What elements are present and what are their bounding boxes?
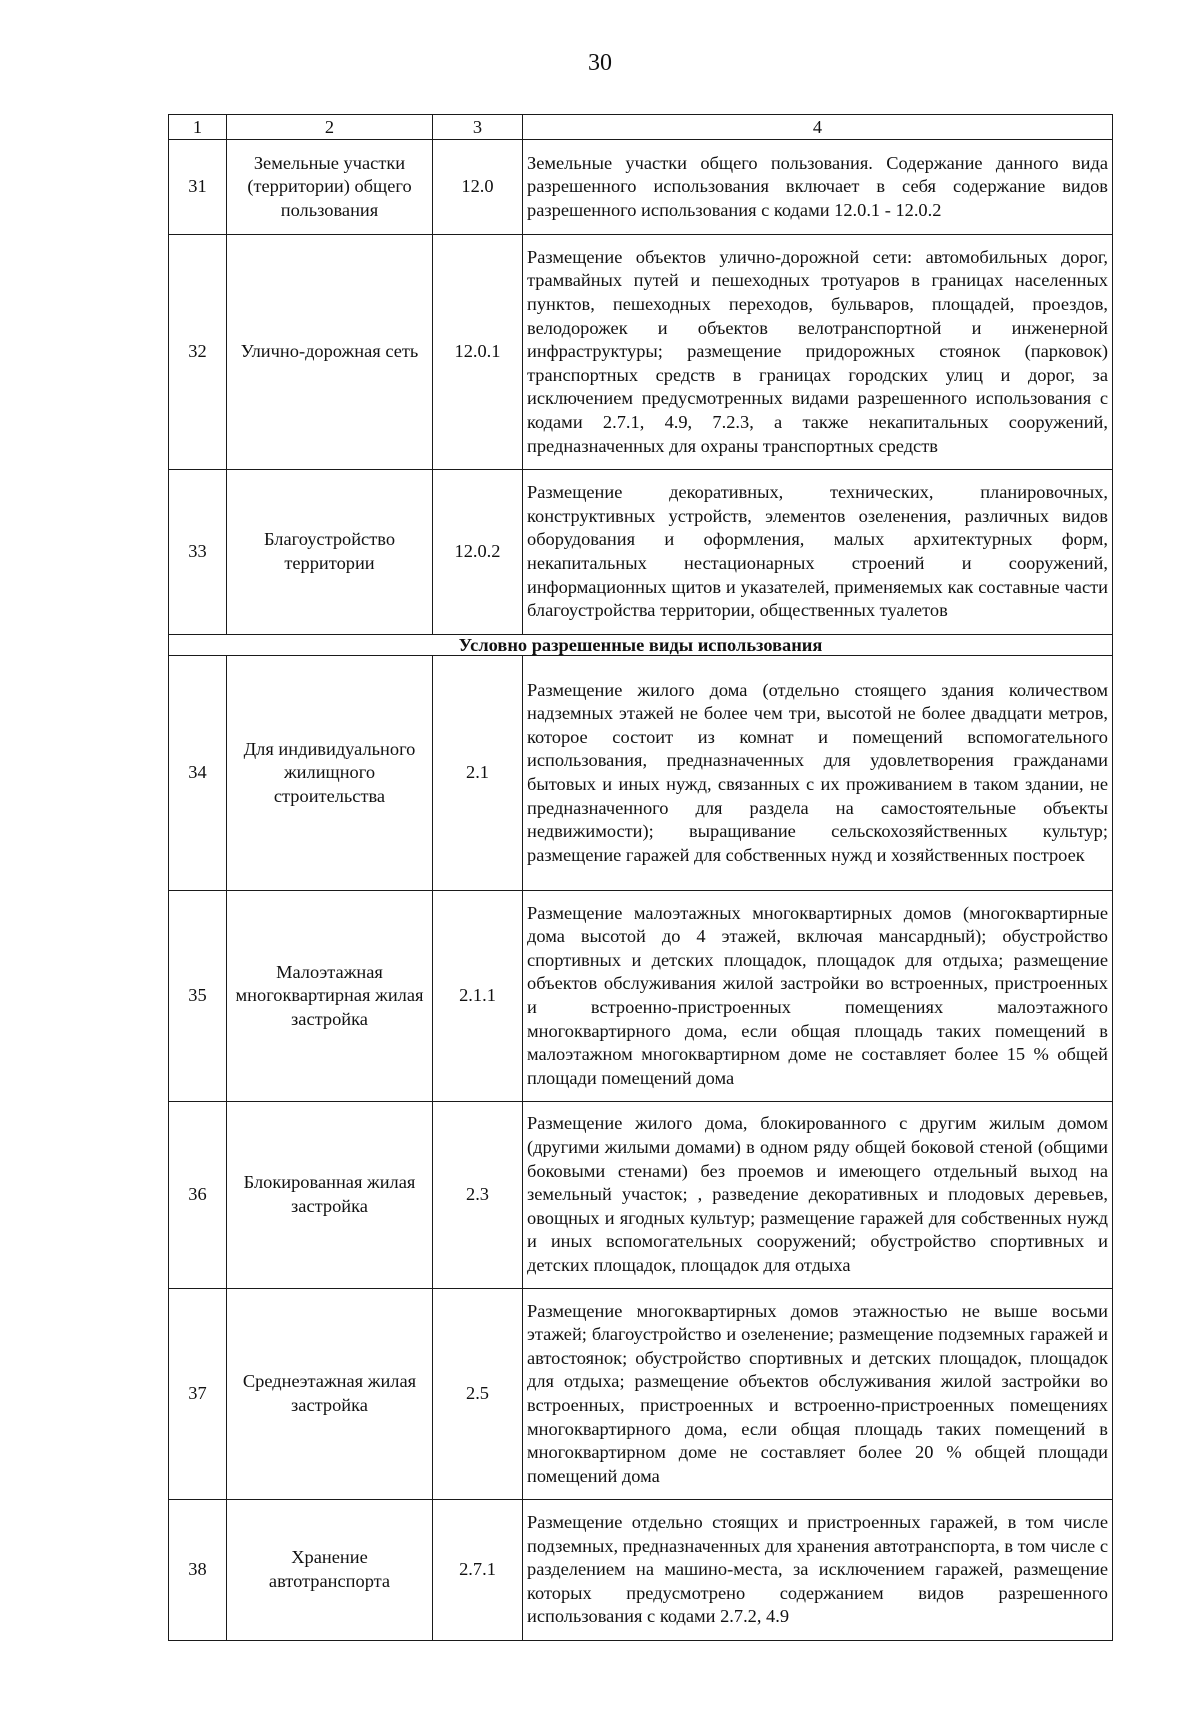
land-use-code: 2.7.1 [433,1500,523,1641]
land-use-code: 2.1.1 [433,891,523,1102]
table-row [169,470,1113,635]
column-header-1: 1 [169,115,227,140]
row-number: 31 [169,140,227,235]
land-use-description: Размещение жилого дома (отдельно стоящего здания количеством надземных этажей не более чем три, высотой не более двадцати метров, которое состоит из комнат и помещений вспомогательного использования, предназначенных для удовлетворения гражданами бытовых и иных нужд, связанных с их проживанием в таком здании, не предназначенного для раздела на самостоятельные объекты недвижимости); выращивание сельскохозяйственных культур; размещение гаражей для собственных нужд и хозяйственных построек [523,656,1113,891]
land-use-description: Земельные участки общего пользования. Содержание данного вида разрешенного использования включает в себя содержание видов разрешенного использования с кодами 12.0.1 - 12.0.2 [523,140,1113,235]
table-row [169,656,1113,891]
land-use-name: Благоустройство территории [227,470,433,635]
row-number: 38 [169,1500,227,1641]
land-use-code: 2.5 [433,1289,523,1500]
land-use-code: 12.0.1 [433,235,523,470]
land-use-name: Хранение автотранспорта [227,1500,433,1641]
table-row [169,1289,1113,1500]
row-number: 32 [169,235,227,470]
table-row [169,1500,1113,1641]
land-use-description: Размещение многоквартирных домов этажностью не выше восьми этажей; благоустройство и озеленение; размещение подземных гаражей и автостоянок; обустройство спортивных и детских площадок, площадок для отдыха; размещение объектов обслуживания жилой застройки во встроенных, пристроенных и встроенно-пристроенных помещениях многоквартирного дома, если общая площадь таких помещений в многоквартирном доме не составляет более 20 % общей площади помещений дома [523,1289,1113,1500]
section-title: Условно разрешенные виды использования [169,635,1113,656]
column-header-4: 4 [523,115,1113,140]
column-header-2: 2 [227,115,433,140]
page-number: 30 [588,50,612,76]
land-use-code: 2.3 [433,1102,523,1289]
land-use-name: Улично-дорожная сеть [227,235,433,470]
land-use-code: 2.1 [433,656,523,891]
land-use-description: Размещение малоэтажных многоквартирных домов (многоквартирные дома высотой до 4 этажей, включая мансардный); обустройство спортивных и детских площадок, площадок для отдыха; размещение объектов обслуживания жилой застройки во встроенных, пристроенных и встроенно-пристроенных помещениях малоэтажного многоквартирного дома, если общая площадь таких помещений в малоэтажном многоквартирном доме не составляет более 15 % общей площади помещений дома [523,891,1113,1102]
section-header-row [169,635,1113,656]
row-number: 35 [169,891,227,1102]
land-use-table [168,114,1113,1641]
land-use-description: Размещение декоративных, технических, планировочных, конструктивных устройств, элементов озеленения, различных видов оборудования и оформления, малых архитектурных форм, некапитальных нестационарных строений и сооружений, информационных щитов и указателей, применяемых как составные части благоустройства территории, общественных туалетов [523,470,1113,635]
row-number: 33 [169,470,227,635]
land-use-name: Для индивидуального жилищного строительства [227,656,433,891]
table-row [169,891,1113,1102]
land-use-name: Блокированная жилая застройка [227,1102,433,1289]
column-header-3: 3 [433,115,523,140]
land-use-name: Земельные участки (территории) общего пользования [227,140,433,235]
land-use-name: Малоэтажная многоквартирная жилая застройка [227,891,433,1102]
row-number: 36 [169,1102,227,1289]
row-number: 34 [169,656,227,891]
table-row [169,140,1113,235]
table-row [169,235,1113,470]
row-number: 37 [169,1289,227,1500]
land-use-description: Размещение объектов улично-дорожной сети: автомобильных дорог, трамвайных путей и пешеходных тротуаров в границах населенных пунктов, пешеходных переходов, бульваров, площадей, проездов, велодорожек и объектов велотранспортной и инженерной инфраструктуры; размещение придорожных стоянок (парковок) транспортных средств в границах городских улиц и дорог, за исключением предусмотренных видами разрешенного использования с кодами 2.7.1, 4.9, 7.2.3, а также некапитальных сооружений, предназначенных для охраны транспортных средств [523,235,1113,470]
table-header-row [169,115,1113,140]
land-use-name: Среднеэтажная жилая застройка [227,1289,433,1500]
land-use-description: Размещение отдельно стоящих и пристроенных гаражей, в том числе подземных, предназначенных для хранения автотранспорта, в том числе с разделением на машино-места, за исключением гаражей, размещение которых предусмотрено содержанием видов разрешенного использования с кодами 2.7.2, 4.9 [523,1500,1113,1641]
land-use-code: 12.0.2 [433,470,523,635]
table-row [169,1102,1113,1289]
land-use-description: Размещение жилого дома, блокированного с другим жилым домом (другими жилыми домами) в одном ряду общей боковой стеной (общими боковыми стенами) без проемов и имеющего отдельный выход на земельный участок; , разведение декоративных и плодовых деревьев, овощных и ягодных культур; размещение гаражей для собственных нужд и иных вспомогательных сооружений; обустройство спортивных и детских площадок, площадок для отдыха [523,1102,1113,1289]
land-use-code: 12.0 [433,140,523,235]
